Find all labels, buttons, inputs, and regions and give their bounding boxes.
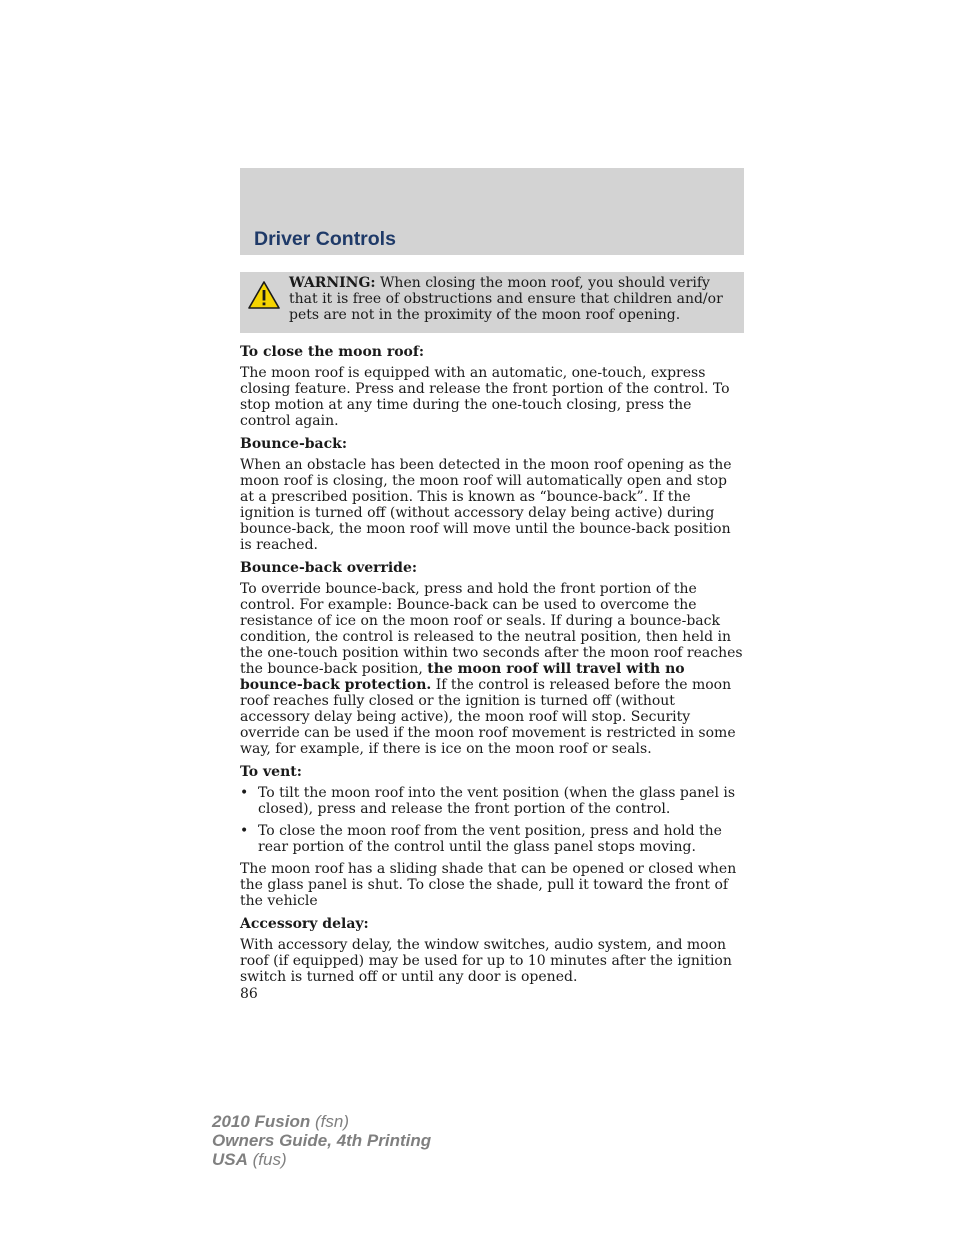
close-heading: To close the moon roof: [240,344,425,360]
shade-paragraph: The moon roof has a sliding shade that can be opened or closed when the glass panel is shut. To close the shade, pull it toward the front of the vehicle [240,861,737,909]
accessory-heading: Accessory delay: [240,916,369,932]
footer-line-1 [212,1112,431,1131]
override-heading: Bounce-back override: [240,560,418,576]
override-text-end: If the control is released before the moon roof reaches fully closed or the ignition is turned off (without accessory delay being active), the moon roof will stop. Security override can be used if the moon roof movement is restricted in some way, for example, if there is ice on the moon roof or seals. [240,677,736,757]
accessory-paragraph: With accessory delay, the window switches, audio system, and moon roof (if equipped) may be used for up to 10 minutes after the ignition switch is turned off or until any door is opened. [240,937,732,985]
section-title: Driver Controls [254,228,396,250]
footer-model: 2010 Fusion [212,1112,311,1131]
list-item [240,785,744,817]
vent-list [240,785,744,855]
close-paragraph: The moon roof is equipped with an automatic, one-touch, express closing feature. Press and release the front portion of the control. To stop motion at any time during the one-touch closing, press the control again. [240,365,730,429]
footer-guide: Owners Guide, 4th Printing [212,1131,432,1150]
bounce-back-paragraph: When an obstacle has been detected in the moon roof opening as the moon roof is closing, the moon roof will automatically open and stop at a prescribed position. This is known as “bounce-back”. If the ignition is turned off (without accessory delay being active) during bounce-back, the moon roof will move until the bounce-back position is reached. [240,457,732,553]
list-item [240,823,744,855]
vent-heading: To vent: [240,764,302,780]
warning-box [240,272,744,333]
footer [212,1112,431,1169]
override-text-start: To override bounce-back, press and hold the front portion of the control. For example: Bounce-back can be used to overcome the resistance of ice on the moon roof or seals. If during a bounce-back condition, the control is released to the neutral position, then held in the one-touch position within two seconds after the moon roof reaches the bounce-back position, [240,581,743,677]
section-header [240,168,744,255]
page-number: 86 [240,986,258,1002]
footer-market: USA [212,1150,248,1169]
bounce-back-heading: Bounce-back: [240,436,348,452]
footer-line-2 [212,1131,431,1150]
override-text-bold: the moon roof will travel with no bounce-back protection. [240,661,685,693]
override-paragraph [240,581,744,757]
bullet-icon: • [240,785,249,801]
warning-text: When closing the moon roof, you should verify that it is free of obstructions and ensure that children and/or pets are not in the proximity of the moon roof opening. [289,275,723,323]
footer-market-code: (fus) [252,1150,287,1169]
footer-model-code: (fsn) [315,1112,349,1131]
warning-triangle-icon [247,280,281,310]
footer-line-3 [212,1150,431,1169]
warning-label: WARNING: [289,275,376,291]
list-item-text: To tilt the moon roof into the vent position (when the glass panel is closed), press and release the front portion of the control. [258,785,736,817]
main-content [240,344,744,1002]
list-item-text: To close the moon roof from the vent position, press and hold the rear portion of the control until the glass panel stops moving. [258,823,722,855]
bullet-icon: • [240,823,249,839]
